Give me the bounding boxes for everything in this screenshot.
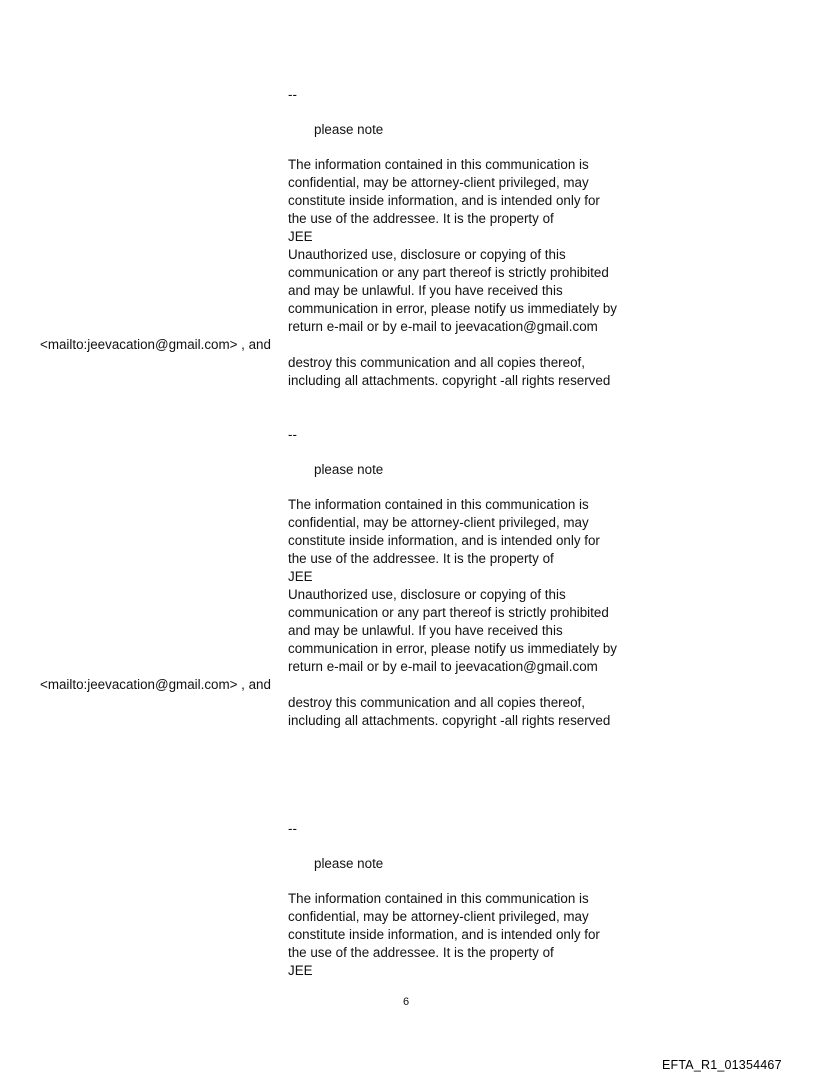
notice-line: communication or any part thereof is strictly prohibited xyxy=(288,265,609,280)
separator: -- xyxy=(288,821,297,836)
mailto-link-text: <mailto:jeevacation@gmail.com> , and xyxy=(40,337,271,352)
notice-line: The information contained in this communication is xyxy=(288,891,589,906)
notice-line: confidential, may be attorney-client privileged, may xyxy=(288,909,589,924)
notice-line: communication in error, please notify us immediately by xyxy=(288,641,617,656)
notice-line: JEE xyxy=(288,963,313,978)
notice-line: the use of the addressee. It is the property of xyxy=(288,551,554,566)
notice-line: the use of the addressee. It is the property of xyxy=(288,945,554,960)
notice-line: communication or any part thereof is strictly prohibited xyxy=(288,605,609,620)
page-number: 6 xyxy=(403,996,410,1008)
separator: -- xyxy=(288,87,297,102)
notice-line: The information contained in this communication is xyxy=(288,497,589,512)
notice-line: constitute inside information, and is intended only for xyxy=(288,533,600,548)
notice-line: return e-mail or by e-mail to jeevacation@gmail.com xyxy=(288,319,598,334)
notice-line: JEE xyxy=(288,229,313,244)
notice-line: Unauthorized use, disclosure or copying of this xyxy=(288,247,566,262)
notice-line: communication in error, please notify us immediately by xyxy=(288,301,617,316)
notice-line: the use of the addressee. It is the property of xyxy=(288,211,554,226)
notice-line: return e-mail or by e-mail to jeevacation@gmail.com xyxy=(288,659,598,674)
separator: -- xyxy=(288,427,297,442)
notice-line: constitute inside information, and is intended only for xyxy=(288,927,600,942)
notice-line: JEE xyxy=(288,569,313,584)
notice-heading: please note xyxy=(314,122,384,137)
mailto-link-text: <mailto:jeevacation@gmail.com> , and xyxy=(40,677,271,692)
notice-line: confidential, may be attorney-client privileged, may xyxy=(288,515,589,530)
notice-line: confidential, may be attorney-client privileged, may xyxy=(288,175,589,190)
notice-line: The information contained in this communication is xyxy=(288,157,589,172)
notice-line: and may be unlawful. If you have received this xyxy=(288,283,563,298)
notice-line: Unauthorized use, disclosure or copying of this xyxy=(288,587,566,602)
notice-heading: please note xyxy=(314,856,384,871)
bates-number: EFTA_R1_01354467 xyxy=(662,1058,782,1072)
notice-heading: please note xyxy=(314,462,384,477)
closing-line: destroy this communication and all copies thereof, xyxy=(288,355,585,370)
notice-line: constitute inside information, and is intended only for xyxy=(288,193,600,208)
notice-line: and may be unlawful. If you have received this xyxy=(288,623,563,638)
closing-line: including all attachments. copyright -all rights reserved xyxy=(288,373,611,388)
closing-line: including all attachments. copyright -all rights reserved xyxy=(288,713,611,728)
closing-line: destroy this communication and all copies thereof, xyxy=(288,695,585,710)
